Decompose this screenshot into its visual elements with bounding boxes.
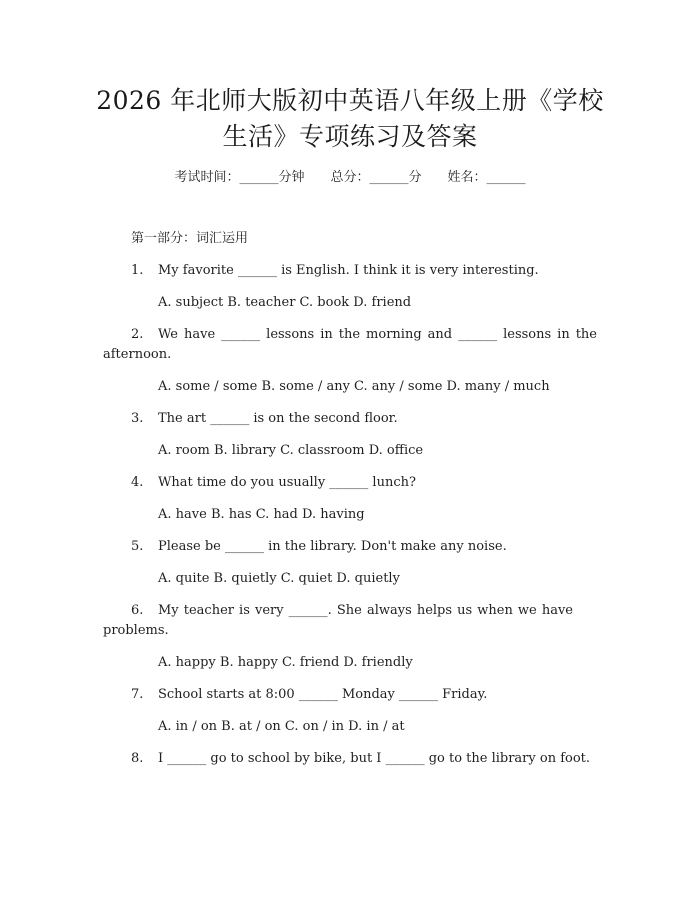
question-number: 4.: [131, 475, 144, 490]
question-number: 2.: [131, 327, 144, 342]
question-number: 8.: [131, 751, 144, 766]
question-text: What time do you usually ______ lunch?: [158, 475, 416, 490]
question-number: 7.: [131, 687, 144, 702]
question-options: A. have B. has C. had D. having: [158, 507, 365, 522]
question-text: We have ______ lessons in the morning and ______ lessons in the afternoon.: [103, 327, 597, 362]
question-text: I ______ go to school by bike, but I ______ go to the library on foot.: [158, 751, 591, 766]
question-text: Please be ______ in the library. Don't make any noise.: [158, 539, 507, 554]
question-options: A. in / on B. at / on C. on / in D. in / at: [158, 719, 405, 734]
document-title-line-1: 2026 年北师大版初中英语八年级上册《学校: [96, 86, 604, 115]
student-name-field: 姓名：______: [447, 170, 526, 185]
question-number: 6.: [131, 603, 144, 618]
exam-time-field: 考试时间：______分钟: [174, 170, 305, 185]
question-text: The art ______ is on the second floor.: [158, 411, 398, 426]
question-options: A. some / some B. some / any C. any / some D. many / much: [158, 379, 550, 394]
question-options: A. quite B. quietly C. quiet D. quietly: [158, 571, 400, 586]
question-options: A. room B. library C. classroom D. office: [158, 443, 424, 458]
question-number: 5.: [131, 539, 144, 554]
question-text: My favorite ______ is English. I think it is very interesting.: [158, 263, 539, 278]
question-options: A. subject B. teacher C. book D. friend: [158, 295, 412, 310]
section-title: 第一部分：词汇运用: [131, 231, 249, 246]
question-number: 3.: [131, 411, 144, 426]
question-text: My teacher is very ______. She always helps us when we have problems.: [103, 603, 573, 638]
exam-meta-line: [0, 168, 700, 188]
question-number: 1.: [131, 263, 144, 278]
document-title-line-2: 生活》专项练习及答案: [222, 122, 478, 151]
question-text: School starts at 8:00 ______ Monday ______ Friday.: [158, 687, 488, 702]
question-options: A. happy B. happy C. friend D. friendly: [158, 655, 413, 670]
total-score-field: 总分：______分: [330, 170, 422, 185]
